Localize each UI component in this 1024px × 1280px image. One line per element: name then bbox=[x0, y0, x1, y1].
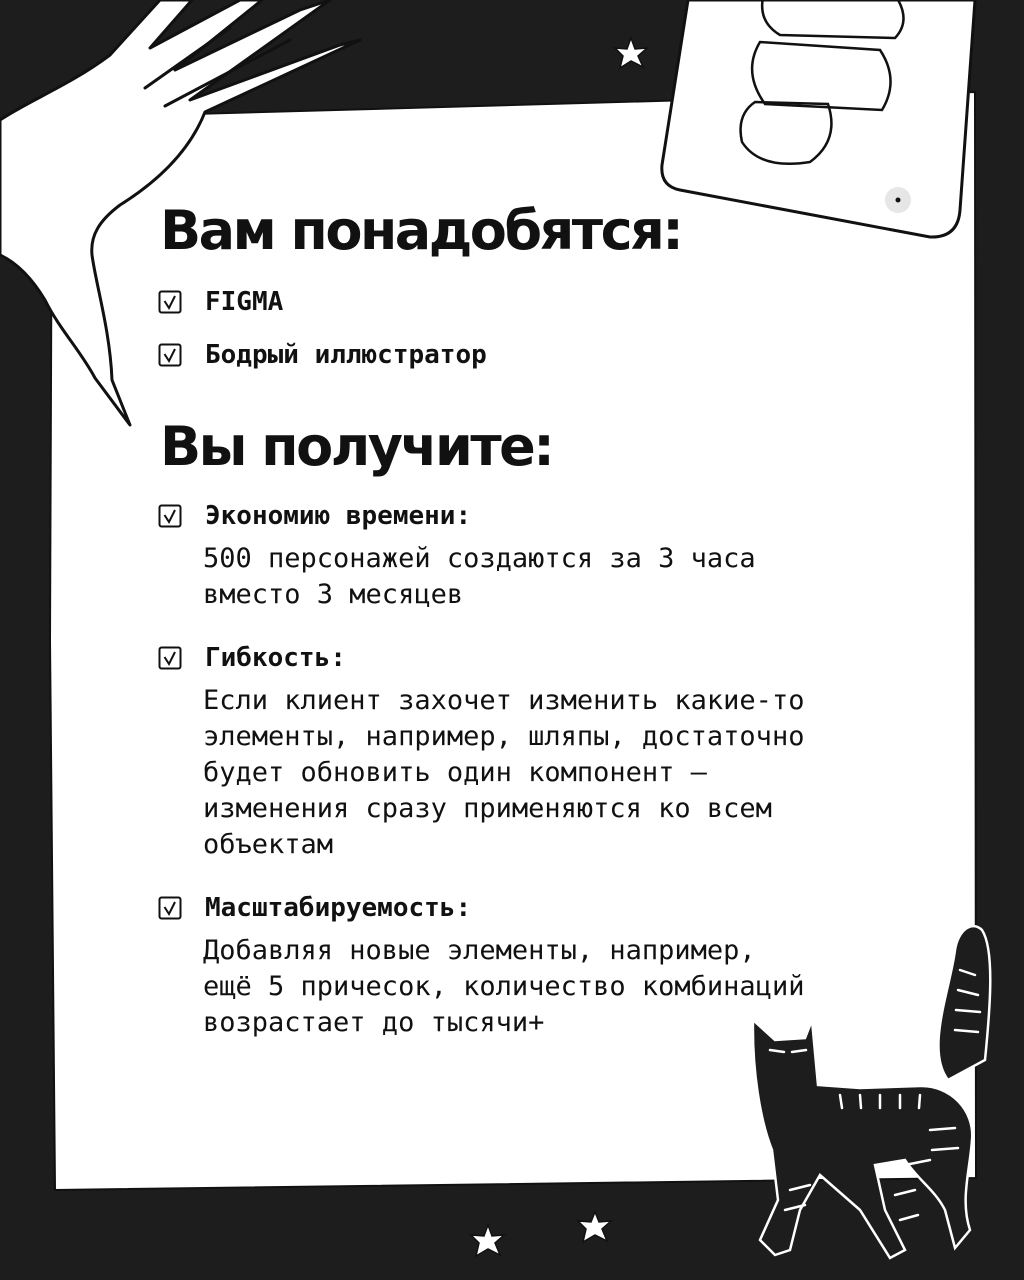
checkbox-icon bbox=[158, 290, 182, 314]
benefit-item-flexibility bbox=[158, 643, 346, 673]
benefit-label: Экономию времени: bbox=[205, 501, 472, 531]
list-item-label: Бодрый иллюстратор bbox=[205, 340, 487, 370]
benefit-item-time bbox=[158, 501, 471, 531]
checkbox-icon bbox=[158, 646, 182, 670]
list-item-illustrator bbox=[158, 340, 487, 370]
checkbox-icon bbox=[158, 896, 182, 920]
checkbox-icon bbox=[158, 504, 182, 528]
list-item-label: FIGMA bbox=[205, 287, 284, 317]
checkbox-icon bbox=[158, 343, 182, 367]
benefit-description: Добавляя новые элементы, например, ещё 5 причесок, количество комбинаций возрастает до тысячи+ bbox=[203, 935, 805, 1038]
benefit-description: Если клиент захочет изменить какие-то элементы, например, шляпы, достаточно будет обновить один компонент — изменения сразу применяются ко всем объектам bbox=[203, 685, 805, 860]
section-title-need: Вам понадобятся: bbox=[160, 199, 682, 262]
section-title-get: Вы получите: bbox=[160, 415, 553, 478]
list-item-figma bbox=[158, 287, 283, 317]
benefit-description: 500 персонажей создаются за 3 часа вместо 3 месяцев bbox=[203, 543, 756, 610]
benefit-label: Масштабируемость: bbox=[205, 893, 472, 923]
benefit-item-scalability bbox=[158, 893, 471, 923]
benefit-label: Гибкость: bbox=[205, 643, 346, 673]
